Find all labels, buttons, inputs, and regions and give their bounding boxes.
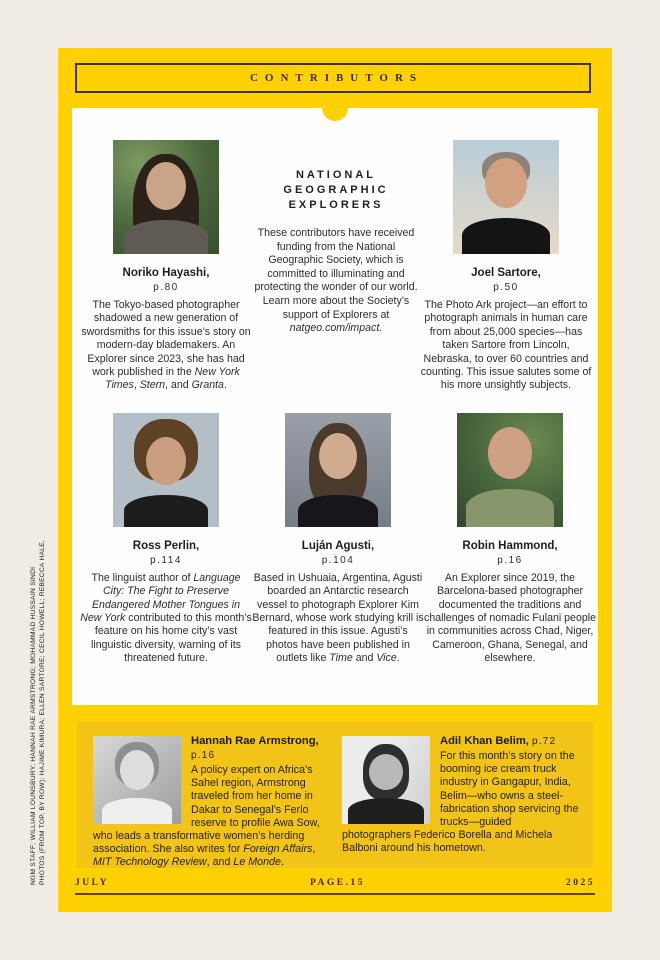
feature-bio: For this month’s story on the booming ice cream truck industry in Gangapur, India, Belim—who owns a steel-fabrication shop servicing the trucks—guided photographers Federico Borella and Michela Balboni around his hometown. (342, 750, 579, 855)
contributor-bio: The Tokyo-based photographer shadowed a new generation of swordsmiths for this issue’s story on modern-day blademakers. An Explorer since 2023, she has had work published in the New York Times, Stern, and Granta. (81, 299, 251, 392)
footer-year: 2025 (566, 878, 595, 888)
contributors-row-1 (72, 140, 598, 393)
contributor-page-ref: p.50 (493, 282, 519, 293)
contributor-name: Robin Hammond, (462, 539, 558, 552)
contributor-card-lujan-agusti (252, 413, 424, 666)
portrait-silhouette (124, 220, 208, 254)
contributor-name: Luján Agusti, (301, 539, 375, 552)
robin-hammond-photo (457, 413, 563, 527)
explorers-heading-line: NATIONAL (295, 169, 376, 181)
hannah-rae-armstrong-photo (93, 736, 181, 824)
contributor-page-ref: p.114 (150, 554, 182, 566)
portrait-silhouette (146, 437, 186, 485)
joel-sartore-photo (453, 140, 559, 254)
portrait-silhouette (369, 754, 403, 790)
photo-credits-line: NGM STAFF; WILLIAM LOUNSBURY; HANNAH RAE ARMSTRONG; MOHAMMAD HUSSAIN SINDI (30, 566, 37, 885)
lujan-agusti-photo (285, 413, 391, 527)
explorers-heading-line: GEOGRAPHIC (283, 184, 389, 196)
portrait-silhouette (319, 433, 357, 479)
photo-credits (30, 539, 47, 885)
footer-month: JULY (75, 878, 109, 888)
adil-khan-belim-photo (342, 736, 430, 824)
contributor-bio: The Photo Ark project—an effort to photograph animals in human care from about 25,000 species—has taken Sartore from Lincoln, Nebraska, to over 60 countries and counting. This issue salutes some of his more unsightly subjects. (420, 299, 592, 392)
explorers-body: These contributors have received funding from the National Geographic Society, which is committed to illuminating and protecting the wonder of our world. Learn more about the Society’s support of Explorers at natgeo.com/impact. (254, 227, 418, 335)
portrait-silhouette (102, 798, 172, 824)
yellow-page-frame (58, 48, 612, 912)
portrait-silhouette (120, 750, 154, 790)
contributor-card-noriko-hayashi (80, 140, 252, 393)
portrait-silhouette (298, 495, 378, 527)
contributor-card-ross-perlin (80, 413, 252, 666)
noriko-hayashi-photo (113, 140, 219, 254)
portrait-silhouette (462, 218, 550, 254)
portrait-silhouette (485, 158, 527, 208)
content-sheet (72, 108, 598, 705)
feature-name: Hannah Rae Armstrong, (191, 735, 319, 747)
contributors-row-2 (72, 413, 598, 666)
explorers-heading-line: EXPLORERS (288, 199, 384, 211)
contributor-card-robin-hammond (424, 413, 596, 666)
feature-name: Adil Khan Belim, (440, 735, 529, 747)
decorative-notch (322, 108, 348, 121)
portrait-silhouette (348, 798, 424, 824)
contributor-name: Ross Perlin, (132, 539, 200, 552)
contributor-page-ref: p.80 (153, 282, 179, 293)
photo-credits-line: PHOTOS (FROM TOP, BY ROW): HAJIME KIMURA; ELLEN SARTORE; CECIL HOWELL; REBECCA HALE, (38, 539, 46, 885)
contributors-header-box (75, 63, 591, 93)
page-title: CONTRIBUTORS (249, 72, 424, 84)
contributor-page-ref: p.16 (497, 554, 523, 566)
portrait-silhouette (488, 427, 532, 479)
explorers-heading (283, 168, 388, 213)
page-footer (75, 878, 595, 895)
feature-hannah-rae-armstrong (87, 734, 336, 868)
contributor-name: Joel Sartore, (471, 267, 541, 279)
contributor-bio: An Explorer since 2019, the Barcelona-based photographer documented the traditions and challenges of nomadic Fulani people in communities across Chad, Niger, Cameroon, Ghana, Senegal, and elsewhere. (424, 571, 596, 665)
feature-page-ref: p.72 (532, 736, 557, 747)
footer-page-number: PAGE.15 (309, 878, 365, 888)
featured-contributors-panel (77, 722, 593, 868)
feature-adil-khan-belim (336, 734, 585, 868)
contributor-name: Noriko Hayashi, (122, 267, 210, 279)
contributor-bio: The linguist author of Language City: The Fight to Preserve Endangered Mother Tongues in New York contributed to this month’s feature on his home city’s vast linguistic diversity, warning of its threatened future. (80, 571, 252, 665)
contributor-card-joel-sartore (420, 140, 592, 393)
contributor-page-ref: p.104 (321, 554, 355, 566)
ross-perlin-photo (113, 413, 219, 527)
feature-page-ref: p.16 (191, 750, 216, 761)
portrait-silhouette (466, 489, 554, 527)
contributor-bio: Based in Ushuaia, Argentina, Agusti boarded an Antarctic research vessel to photograph Explorer Kim Bernard, whose work studying krill is featured in this issue. Agusti’s photos have been published in outlets like Time and Vice. (252, 571, 424, 665)
portrait-silhouette (124, 495, 208, 527)
explorers-note (252, 140, 420, 393)
portrait-silhouette (146, 162, 186, 210)
feature-bio: A policy expert on Africa’s Sahel region, Armstrong traveled from her home in Dakar to Senegal’s Ferlo reserve to profile Awa Sow, who leads a transformative women’s herding association. She also writes for Foreign Affairs, MIT Technology Review, and Le Monde. (93, 764, 320, 869)
